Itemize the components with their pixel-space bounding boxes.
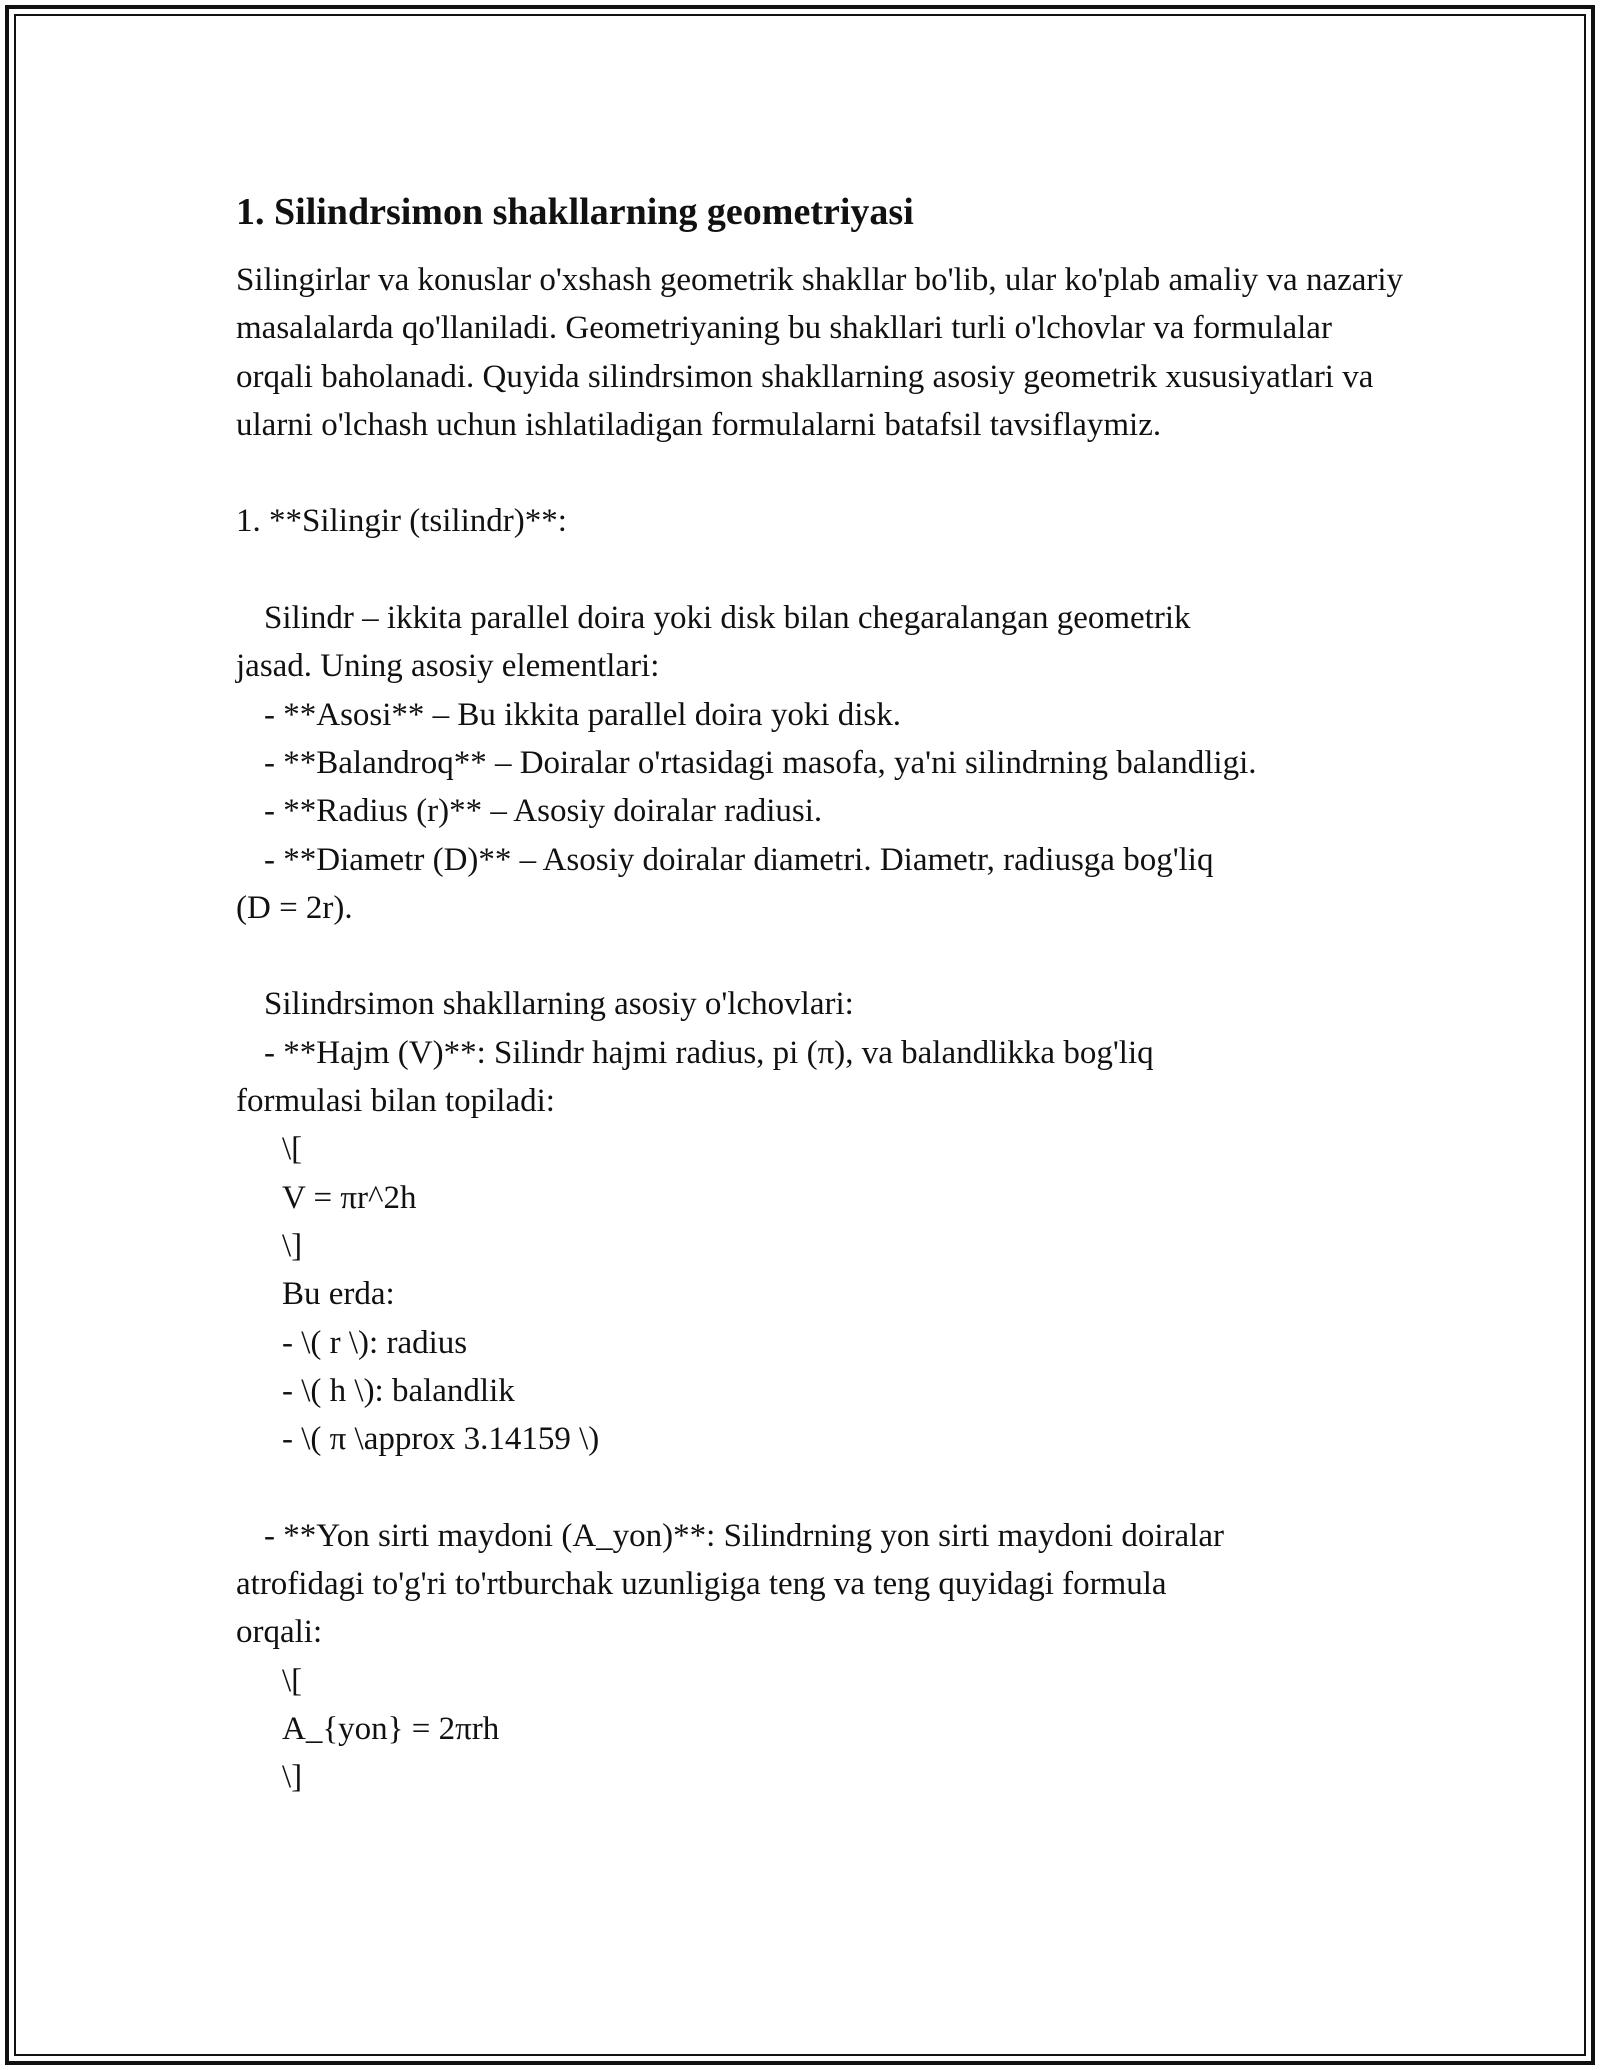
element-balandroq: - **Balandroq** – Doiralar o'rtasidagi masofa, ya'ni silindrning balandligi. <box>264 744 1257 781</box>
yon-line-3: orqali: <box>236 1614 323 1651</box>
element-diametr-line-2: (D = 2r). <box>236 889 353 926</box>
intro-paragraph: Silingirlar va konuslar o'xshash geometrik shakllar bo'lib, ular ko'plab amaliy va nazariy masalalarda qo'llaniladi. Geometriyaning bu shakllari turli o'lchovlar va formulalar orqali baholanadi. Quyida silindrsimon shakllarning asosiy geometrik xususiyatlari va ularni o'lchash uchun ishlatiladigan formulalarni batafsil tavsiflaymiz. <box>236 262 1404 443</box>
cylinder-definition-line-2: jasad. Uning asosiy elementlari: <box>236 648 660 685</box>
hajm-formula-open: \[ <box>282 1131 303 1168</box>
hajm-formula: V = πr^2h <box>282 1179 417 1216</box>
yon-formula: A_{yon} = 2πrh <box>282 1710 500 1747</box>
bu-erda-label: Bu erda: <box>282 1276 395 1313</box>
hajm-formula-close: \] <box>282 1227 303 1264</box>
document-body <box>236 186 1416 1802</box>
spacer <box>236 1463 1416 1511</box>
variable-r: - \( r \): radius <box>282 1324 468 1361</box>
cylinder-definition-line-1: Silindr – ikkita parallel doira yoki disk bilan chegaralangan geometrik <box>264 600 1191 637</box>
yon-line-1: - **Yon sirti maydoni (A_yon)**: Silindrning yon sirti maydoni doiralar <box>264 1517 1225 1554</box>
spacer <box>236 546 1416 594</box>
element-asosi: - **Asosi** – Bu ikkita parallel doira yoki disk. <box>264 696 902 733</box>
element-radius: - **Radius (r)** – Asosiy doiralar radiusi. <box>264 793 823 830</box>
spacer <box>236 449 1416 497</box>
hajm-line-1: - **Hajm (V)**: Silindr hajmi radius, pi (π), va balandlikka bog'liq <box>264 1034 1154 1071</box>
hajm-line-2: formulasi bilan topiladi: <box>236 1083 555 1120</box>
yon-formula-open: \[ <box>282 1662 303 1699</box>
measures-heading: Silindrsimon shakllarning asosiy o'lchovlari: <box>264 986 854 1023</box>
yon-formula-close: \] <box>282 1759 303 1796</box>
yon-line-2: atrofidagi to'g'ri to'rtburchak uzunligiga teng va teng quyidagi formula <box>236 1566 1167 1603</box>
section-title: 1. Silindrsimon shakllarning geometriyasi <box>236 191 914 233</box>
variable-pi: - \( π \approx 3.14159 \) <box>282 1421 600 1458</box>
spacer <box>236 932 1416 980</box>
item-heading-silingir: 1. **Silingir (tsilindr)**: <box>236 503 567 540</box>
variable-h: - \( h \): balandlik <box>282 1372 515 1409</box>
element-diametr-line-1: - **Diametr (D)** – Asosiy doiralar diametri. Diametr, radiusga bog'liq <box>264 841 1214 878</box>
